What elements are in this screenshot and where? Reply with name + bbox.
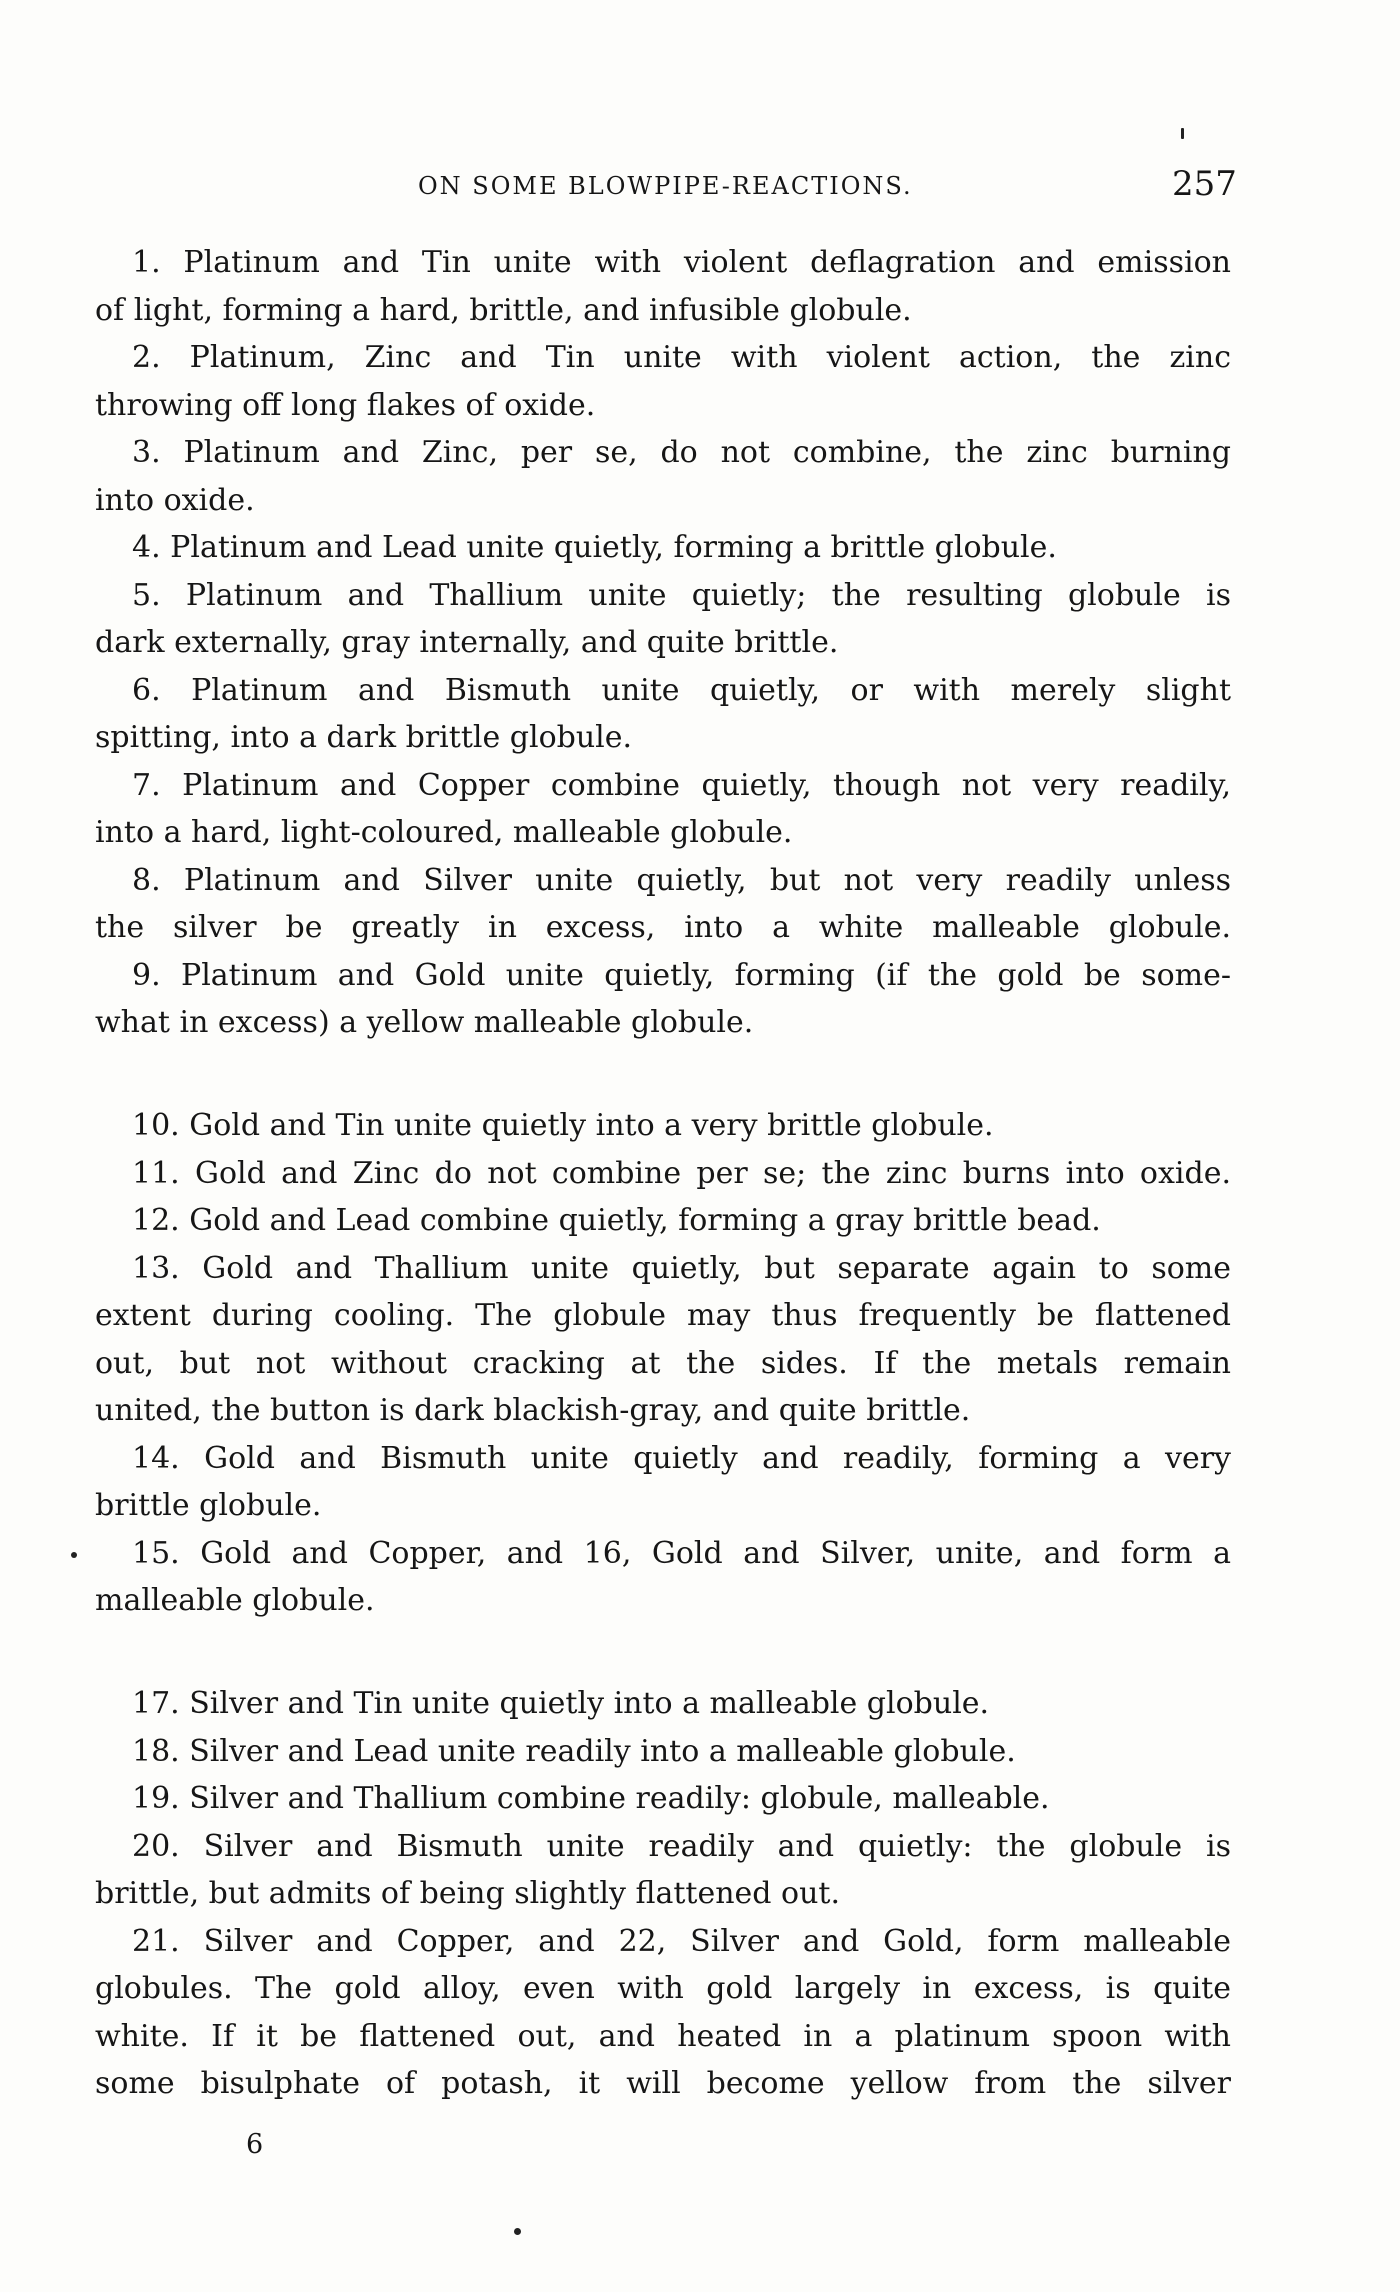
text-line: 7. Platinum and Copper combine quietly, though not very readily,	[132, 768, 1231, 803]
text-line: 17. Silver and Tin unite quietly into a malleable globule.	[132, 1686, 990, 1721]
text-line: 1. Platinum and Tin unite with violent deflagration and emission	[132, 245, 1231, 280]
text-line: globules. The gold alloy, even with gold largely in excess, is quite	[95, 1971, 1231, 2006]
text-line: extent during cooling. The globule may thus frequently be flattened	[95, 1298, 1231, 1333]
text-line: 13. Gold and Thallium unite quietly, but separate again to some	[132, 1251, 1231, 1286]
text-line: 5. Platinum and Thallium unite quietly; the resulting globule is	[132, 578, 1231, 613]
text-line: brittle, but admits of being slightly flattened out.	[95, 1876, 841, 1911]
text-line: 2. Platinum, Zinc and Tin unite with violent action, the zinc	[132, 340, 1231, 375]
text-line: spitting, into a dark brittle globule.	[95, 720, 633, 755]
page-number: 257	[1172, 164, 1237, 204]
text-line: 12. Gold and Lead combine quietly, forming a gray brittle bead.	[132, 1203, 1101, 1238]
text-line: some bisulphate of potash, it will become yellow from the silver	[95, 2066, 1231, 2101]
text-line: 14. Gold and Bismuth unite quietly and readily, forming a very	[132, 1441, 1231, 1476]
signature-mark: 6	[246, 2129, 264, 2160]
text-line: 4. Platinum and Lead unite quietly, forming a brittle globule.	[132, 530, 1057, 565]
text-line: 9. Platinum and Gold unite quietly, forming (if the gold be some-	[132, 958, 1231, 993]
text-line: the silver be greatly in excess, into a white malleable globule.	[95, 910, 1231, 945]
text-line: 10. Gold and Tin unite quietly into a very brittle globule.	[132, 1108, 994, 1143]
text-line: throwing off long flakes of oxide.	[95, 388, 596, 423]
text-line: malleable globule.	[95, 1583, 375, 1618]
text-line: 19. Silver and Thallium combine readily: globule, malleable.	[132, 1781, 1050, 1816]
text-line: 8. Platinum and Silver unite quietly, but not very readily unless	[132, 863, 1231, 898]
text-line: 11. Gold and Zinc do not combine per se; the zinc burns into oxide.	[132, 1156, 1231, 1191]
text-line: 18. Silver and Lead unite readily into a malleable globule.	[132, 1734, 1016, 1769]
text-line: what in excess) a yellow malleable globule.	[95, 1005, 754, 1040]
text-line: 3. Platinum and Zinc, per se, do not combine, the zinc burning	[132, 435, 1231, 470]
text-line: 20. Silver and Bismuth unite readily and quietly: the globule is	[132, 1829, 1231, 1864]
text-line: 21. Silver and Copper, and 22, Silver and Gold, form malleable	[132, 1924, 1231, 1959]
text-line: into a hard, light-coloured, malleable globule.	[95, 815, 793, 850]
text-line: dark externally, gray internally, and quite brittle.	[95, 625, 839, 660]
text-line: out, but not without cracking at the sides. If the metals remain	[95, 1346, 1231, 1381]
text-line: of light, forming a hard, brittle, and infusible globule.	[95, 293, 912, 328]
text-line: white. If it be flattened out, and heated in a platinum spoon with	[95, 2019, 1231, 2054]
text-line: brittle globule.	[95, 1488, 322, 1523]
text-line: 6. Platinum and Bismuth unite quietly, or with merely slight	[132, 673, 1231, 708]
text-line: united, the button is dark blackish-gray, and quite brittle.	[95, 1393, 971, 1428]
running-title: ON SOME BLOWPIPE-REACTIONS.	[418, 172, 913, 200]
text-line: 15. Gold and Copper, and 16, Gold and Silver, unite, and form a	[132, 1536, 1231, 1571]
text-line: into oxide.	[95, 483, 255, 518]
